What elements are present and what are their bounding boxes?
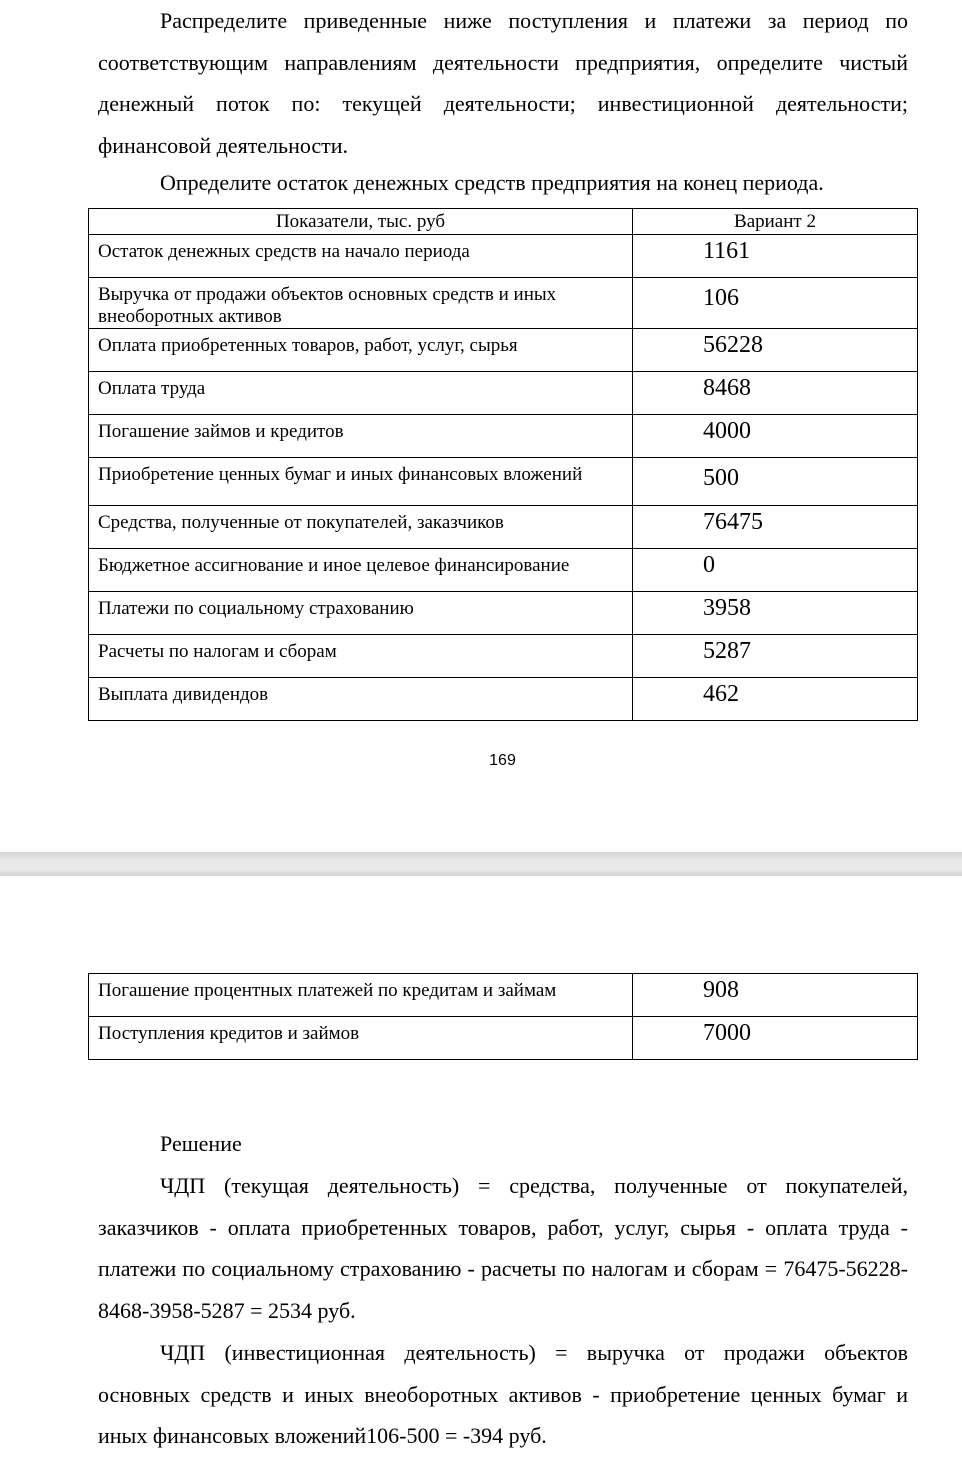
- row-value: 0: [633, 549, 918, 592]
- row-label: Расчеты по налогам и сборам: [89, 635, 633, 678]
- row-value: 3958: [633, 592, 918, 635]
- row-value: 8468: [633, 372, 918, 415]
- row-label: Платежи по социальному страхованию: [89, 592, 633, 635]
- table-row: [89, 278, 918, 329]
- row-value: 462: [633, 678, 918, 721]
- task-paragraph: Распределите приведенные ниже поступления и платежи за период по соответствующим направлениям деятельности предприятия, определите чистый денежный поток по: текущей деятельности; инвестиционной деятельности; финансовой деятельности.: [98, 8, 908, 158]
- table-row: [89, 678, 918, 721]
- task-paragraph-2: Определите остаток денежных средств предприятия на конец периода.: [160, 170, 824, 195]
- table-row: [89, 329, 918, 372]
- row-value: 500: [633, 458, 918, 506]
- row-value: 1161: [633, 235, 918, 278]
- row-label: Остаток денежных средств на начало периода: [89, 235, 633, 278]
- table-row: [89, 372, 918, 415]
- table-row: [89, 592, 918, 635]
- table-row: [89, 506, 918, 549]
- row-value: 5287: [633, 635, 918, 678]
- table-row: [89, 1017, 918, 1060]
- table-row: [89, 235, 918, 278]
- table-row: [89, 549, 918, 592]
- table-row: [89, 458, 918, 506]
- table-row: [89, 635, 918, 678]
- row-label: Оплата приобретенных товаров, работ, услуг, сырья: [89, 329, 633, 372]
- header-variant: Вариант 2: [633, 209, 918, 235]
- row-label: Поступления кредитов и займов: [89, 1017, 633, 1060]
- row-value: 4000: [633, 415, 918, 458]
- row-label: Погашение займов и кредитов: [89, 415, 633, 458]
- row-value: 56228: [633, 329, 918, 372]
- table-header-row: [89, 209, 918, 235]
- solution-heading: Решение: [160, 1131, 242, 1156]
- row-label: Погашение процентных платежей по кредитам и займам: [89, 974, 633, 1017]
- row-label: Средства, полученные от покупателей, заказчиков: [89, 506, 633, 549]
- row-value: 76475: [633, 506, 918, 549]
- header-indicator: Показатели, тыс. руб: [89, 209, 633, 235]
- cashflow-table-continued: [88, 973, 918, 1060]
- row-value: 7000: [633, 1017, 918, 1060]
- page-number: 169: [489, 752, 516, 769]
- row-label: Выручка от продажи объектов основных средств и иных внеоборотных активов: [89, 278, 633, 329]
- solution-investment-paragraph: ЧДП (инвестиционная деятельность) = выручка от продажи объектов основных средств и иных внеоборотных активов - приобретение ценных бумаг и иных финансовых вложений106-500 = -394 руб.: [98, 1340, 908, 1448]
- document-page-2: [0, 876, 962, 1466]
- row-label: Выплата дивидендов: [89, 678, 633, 721]
- cashflow-table: [88, 208, 918, 721]
- row-label: Оплата труда: [89, 372, 633, 415]
- solution-current-paragraph: ЧДП (текущая деятельность) = средства, полученные от покупателей, заказчиков - оплата приобретенных товаров, работ, услуг, сырья - оплата труда - платежи по социальному страхованию - расчеты по налогам и сборам = 76475-56228-8468-3958-5287 = 2534 руб.: [98, 1173, 908, 1323]
- table-row: [89, 974, 918, 1017]
- row-label: Приобретение ценных бумаг и иных финансовых вложений: [89, 458, 633, 506]
- page-divider: [0, 852, 962, 876]
- table-row: [89, 415, 918, 458]
- row-label: Бюджетное ассигнование и иное целевое финансирование: [89, 549, 633, 592]
- row-value: 106: [633, 278, 918, 329]
- row-value: 908: [633, 974, 918, 1017]
